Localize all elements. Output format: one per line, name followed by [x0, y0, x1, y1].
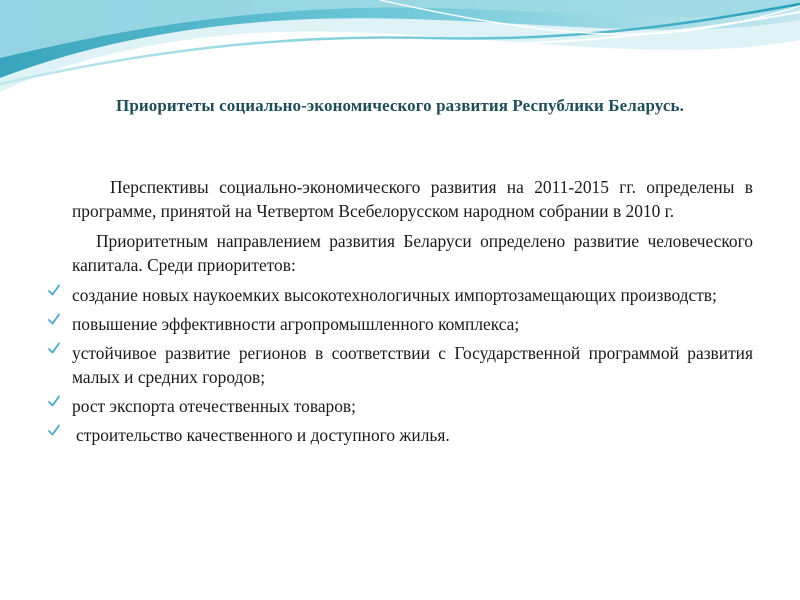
check-icon — [47, 283, 61, 297]
list-item — [72, 394, 753, 418]
check-icon — [47, 312, 61, 326]
list-item-text: создание новых наукоемких высокотехнологичных импортозамещающих производств; — [72, 285, 717, 305]
slide-content — [72, 175, 753, 452]
priority-list — [72, 283, 753, 447]
paragraph-intro: Перспективы социально-экономического развития на 2011-2015 гг. определены в программе, принятой на Четвертом Всебелорусском народном собрании в 2010 г. — [72, 177, 753, 221]
list-item-text: рост экспорта отечественных товаров; — [72, 396, 356, 416]
decorative-wave-header — [0, 0, 800, 100]
paragraph-priority: Приоритетным направлением развития Беларуси определено развитие человеческого капитала. Среди приоритетов: — [72, 231, 753, 275]
list-item-text: строительство качественного и доступного жилья. — [76, 425, 450, 445]
slide-title: Приоритеты социально-экономического развития Республики Беларусь. — [116, 96, 684, 115]
list-item — [72, 312, 753, 336]
check-icon — [47, 394, 61, 408]
list-item-text: повышение эффективности агропромышленного комплекса; — [72, 314, 520, 334]
list-item — [72, 283, 753, 307]
check-icon — [47, 341, 61, 355]
list-item — [72, 341, 753, 389]
check-icon — [47, 423, 61, 437]
list-item-text: устойчивое развитие регионов в соответствии с Государственной программой развития малых и средних городов; — [72, 343, 753, 387]
list-item — [72, 423, 753, 447]
